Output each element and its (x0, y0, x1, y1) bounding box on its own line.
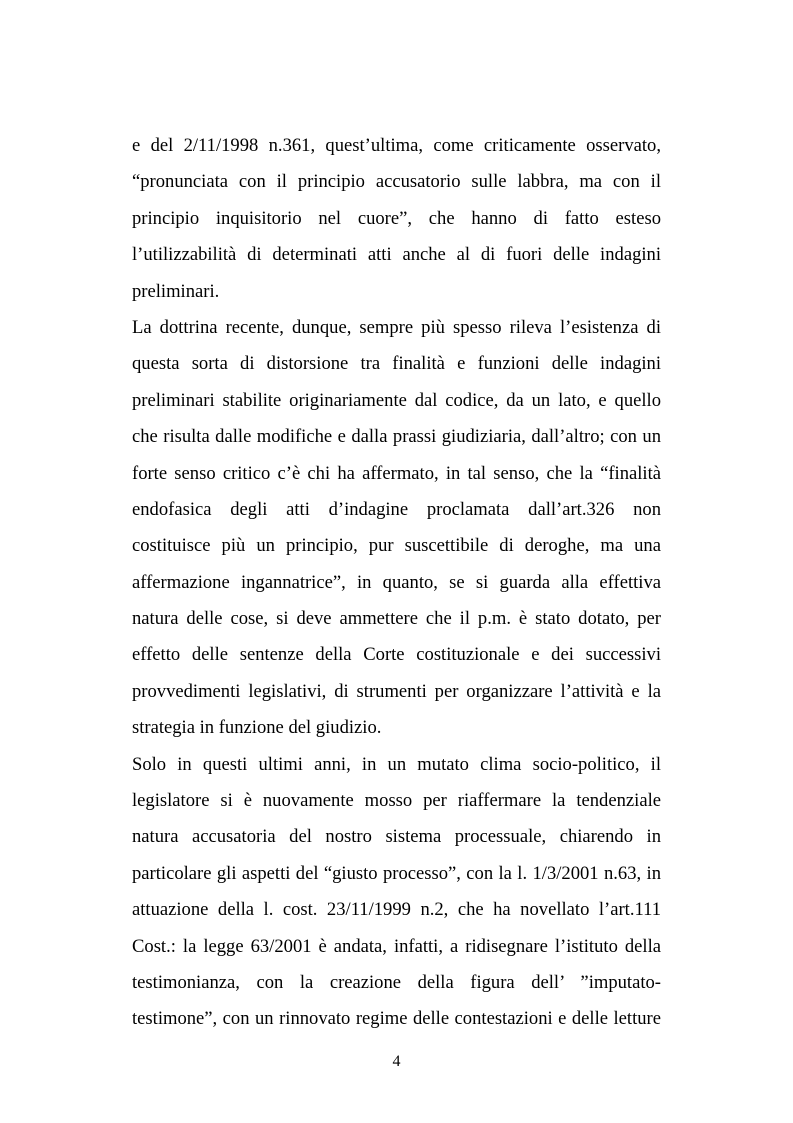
text-line: preliminari. (132, 280, 220, 302)
text-line: testimonianza, con la creazione della figura dell’ ”imputato- (132, 971, 661, 993)
text-line: principio inquisitorio nel cuore”, che hanno di fatto esteso (132, 207, 661, 229)
paragraph (132, 747, 661, 1038)
text-line: attuazione della l. cost. 23/11/1999 n.2, che ha novellato l’art.111 (132, 899, 661, 921)
text-line: “pronunciata con il principio accusatorio sulle labbra, ma con il (132, 171, 661, 193)
text-line: affermazione ingannatrice”, in quanto, se si guarda alla effettiva (132, 571, 661, 593)
text-line: natura accusatoria del nostro sistema processuale, chiarendo in (132, 826, 661, 848)
text-line: strategia in funzione del giudizio. (132, 717, 382, 739)
text-line: effetto delle sentenze della Corte costituzionale e dei successivi (132, 644, 661, 666)
text-line: che risulta dalle modifiche e dalla prassi giudiziaria, dall’altro; con un (132, 426, 661, 448)
text-line: endofasica degli atti d’indagine proclamata dall’art.326 non (132, 498, 661, 520)
page-number: 4 (392, 1053, 401, 1070)
text-line: preliminari stabilite originariamente dal codice, da un lato, e quello (132, 389, 661, 411)
body-text (132, 128, 661, 1038)
text-line: l’utilizzabilità di determinati atti anche al di fuori delle indagini (132, 244, 661, 266)
text-line: e del 2/11/1998 n.361, quest’ultima, come criticamente osservato, (132, 135, 661, 156)
text-line: La dottrina recente, dunque, sempre più spesso rileva l’esistenza di (132, 316, 661, 338)
text-line: forte senso critico c’è chi ha affermato, in tal senso, che la “finalità (132, 462, 661, 484)
paragraph (132, 310, 661, 747)
text-line: particolare gli aspetti del “giusto processo”, con la l. 1/3/2001 n.63, in (132, 862, 661, 884)
text-line: Solo in questi ultimi anni, in un mutato clima socio-politico, il (132, 753, 661, 775)
text-line: costituisce più un principio, pur suscettibile di deroghe, ma una (132, 535, 661, 557)
text-line: legislatore si è nuovamente mosso per riaffermare la tendenziale (132, 790, 661, 812)
text-line: natura delle cose, si deve ammettere che il p.m. è stato dotato, per (132, 608, 661, 630)
paragraph (132, 128, 661, 310)
text-line: testimone”, con un rinnovato regime delle contestazioni e delle letture (132, 1008, 661, 1030)
text-line: questa sorta di distorsione tra finalità e funzioni delle indagini (132, 353, 661, 375)
text-line: Cost.: la legge 63/2001 è andata, infatti, a ridisegnare l’istituto della (132, 935, 661, 957)
text-line: provvedimenti legislativi, di strumenti per organizzare l’attività e la (132, 680, 661, 702)
